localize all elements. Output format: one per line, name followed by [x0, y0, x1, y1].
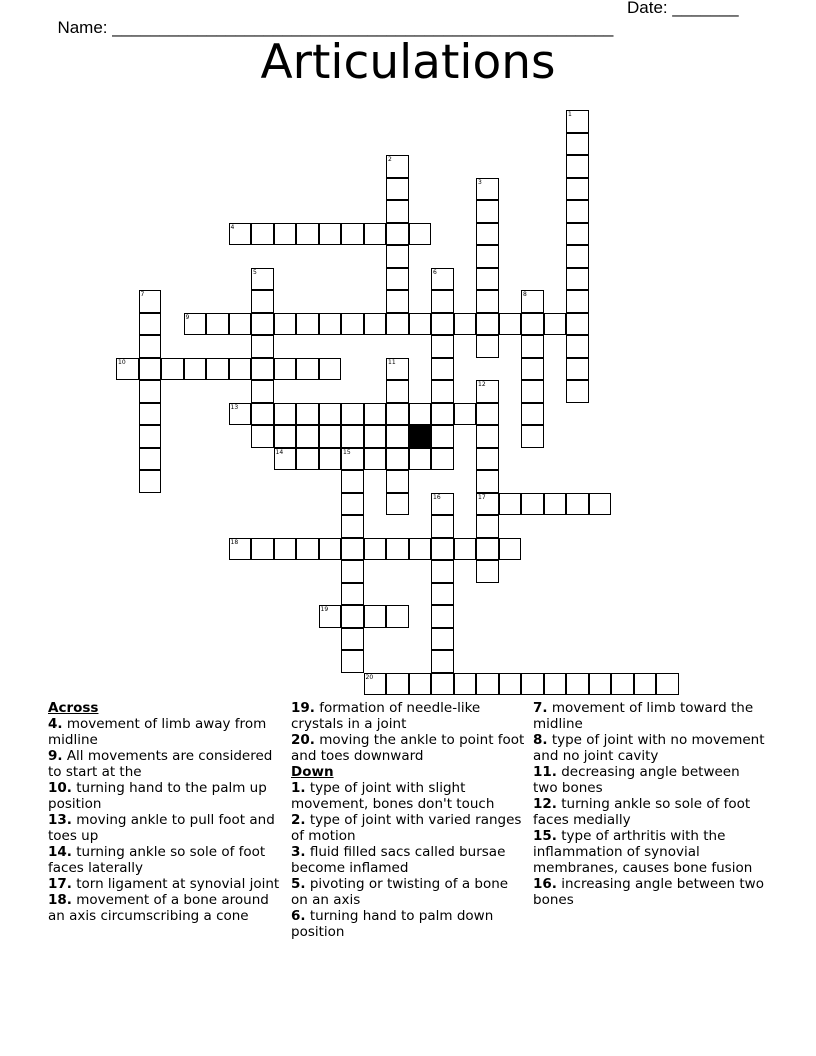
crossword-cell[interactable]: [274, 223, 297, 246]
cell-number: 2: [388, 156, 392, 163]
clue-text: fluid filled sacs called bursae become inflamed: [291, 844, 506, 876]
clue-item: [533, 828, 768, 876]
clue-text: All movements are considered to start at the: [48, 748, 273, 780]
crossword-cell[interactable]: [341, 605, 364, 628]
date-field[interactable]: Date: _______: [627, 0, 739, 17]
crossword-cell[interactable]: [431, 380, 454, 403]
clue-column-3: [533, 700, 768, 908]
clue-number: 3.: [291, 844, 306, 860]
crossword-cell[interactable]: [431, 448, 454, 471]
crossword-cell[interactable]: [386, 448, 409, 471]
crossword-cell[interactable]: [431, 650, 454, 673]
crossword-cell[interactable]: [431, 403, 454, 426]
crossword-cell[interactable]: [229, 223, 252, 246]
crossword-cell[interactable]: [431, 335, 454, 358]
crossword-cell[interactable]: [566, 313, 589, 336]
clue-item: [48, 780, 283, 812]
crossword-cell[interactable]: [656, 673, 679, 696]
crossword-cell[interactable]: [409, 673, 432, 696]
crossword-cell[interactable]: [251, 290, 274, 313]
crossword-cell[interactable]: [476, 448, 499, 471]
crossword-cell[interactable]: [139, 403, 162, 426]
crossword-cell[interactable]: [296, 313, 319, 336]
crossword-cell[interactable]: [296, 448, 319, 471]
crossword-cell[interactable]: [139, 290, 162, 313]
crossword-cell[interactable]: [251, 313, 274, 336]
crossword-cell[interactable]: [476, 313, 499, 336]
crossword-cell[interactable]: [454, 673, 477, 696]
clue-number: 14.: [48, 844, 72, 860]
crossword-cell[interactable]: [251, 223, 274, 246]
cell-number: 13: [230, 403, 239, 411]
crossword-cell[interactable]: [454, 538, 477, 561]
crossword-cell[interactable]: [251, 425, 274, 448]
crossword-cell[interactable]: [566, 358, 589, 381]
crossword-cell[interactable]: [521, 403, 544, 426]
crossword-cell[interactable]: [566, 335, 589, 358]
crossword-cell[interactable]: [251, 358, 274, 381]
crossword-cell[interactable]: [364, 673, 387, 696]
crossword-cell[interactable]: [499, 673, 522, 696]
crossword-cell[interactable]: [566, 268, 589, 291]
clue-text: type of arthritis with the inflammation of synovial membranes, causes bone fusion: [533, 828, 753, 876]
crossword-cell[interactable]: [229, 538, 252, 561]
crossword-cell[interactable]: [476, 515, 499, 538]
crossword-cell[interactable]: [476, 403, 499, 426]
crossword-cell[interactable]: [139, 470, 162, 493]
clue-text: type of joint with varied ranges of motion: [291, 812, 522, 844]
crossword-cell[interactable]: [341, 538, 364, 561]
cell-number: 17: [478, 493, 486, 501]
crossword-cell[interactable]: [566, 380, 589, 403]
crossword-cell[interactable]: [386, 403, 409, 426]
clue-text: type of joint with no movement and no joint cavity: [533, 732, 765, 764]
crossword-cell[interactable]: [431, 583, 454, 606]
crossword-cell[interactable]: [364, 403, 387, 426]
clue-number: 7.: [533, 700, 548, 716]
crossword-cell[interactable]: [184, 313, 207, 336]
crossword-cell[interactable]: [386, 223, 409, 246]
crossword-cell[interactable]: [476, 538, 499, 561]
clue-item: [291, 700, 526, 732]
clue-text: moving the ankle to point foot and toes downward: [291, 732, 525, 764]
clue-item: [291, 844, 526, 876]
clue-item: [291, 780, 526, 812]
crossword-cell[interactable]: [116, 358, 139, 381]
cell-number: 12: [478, 381, 486, 388]
crossword-cell[interactable]: [206, 313, 229, 336]
crossword-cell[interactable]: [341, 583, 364, 606]
clue-item: [533, 700, 768, 732]
clue-text: decreasing angle between two bones: [533, 764, 740, 796]
crossword-cell[interactable]: [566, 290, 589, 313]
clue-number: 15.: [533, 828, 557, 844]
crossword-cell[interactable]: [566, 110, 589, 133]
crossword-cell[interactable]: [431, 313, 454, 336]
crossword-cell[interactable]: [229, 358, 252, 381]
cell-number: 5: [253, 268, 257, 276]
clue-text: moving ankle to pull foot and toes up: [48, 812, 275, 844]
crossword-cell[interactable]: [521, 358, 544, 381]
crossword-cell[interactable]: [364, 448, 387, 471]
clue-number: 19.: [291, 700, 315, 716]
clue-text: pivoting or twisting of a bone on an axis: [291, 876, 509, 908]
crossword-cell[interactable]: [499, 538, 522, 561]
crossword-cell[interactable]: [251, 538, 274, 561]
crossword-cell[interactable]: [544, 493, 567, 516]
clue-number: 9.: [48, 748, 63, 764]
crossword-cell[interactable]: [251, 268, 274, 291]
crossword-cell[interactable]: [521, 380, 544, 403]
crossword-cell[interactable]: [341, 515, 364, 538]
clue-number: 20.: [291, 732, 315, 748]
clue-section-heading: Down: [291, 764, 334, 780]
crossword-cell[interactable]: [341, 313, 364, 336]
clue-number: 1.: [291, 780, 306, 796]
crossword-cell[interactable]: [296, 223, 319, 246]
crossword-cell[interactable]: [319, 448, 342, 471]
cell-number: 9: [185, 313, 190, 321]
cell-number: 6: [433, 268, 437, 276]
crossword-cell[interactable]: [319, 358, 342, 381]
crossword-cell[interactable]: [296, 403, 319, 426]
crossword-cell[interactable]: [364, 313, 387, 336]
crossword-cell[interactable]: [499, 313, 522, 336]
crossword-cell[interactable]: [431, 628, 454, 651]
crossword-cell[interactable]: [251, 403, 274, 426]
crossword-cell[interactable]: [409, 313, 432, 336]
clue-item: [291, 876, 526, 908]
crossword-cell[interactable]: [454, 403, 477, 426]
crossword-cell[interactable]: [386, 268, 409, 291]
cell-number: 1: [568, 111, 572, 118]
clue-text: increasing angle between two bones: [533, 876, 764, 908]
crossword-cell[interactable]: [566, 155, 589, 178]
clue-text: turning hand to the palm up position: [48, 780, 267, 812]
crossword-cell[interactable]: [386, 358, 409, 381]
clue-text: formation of needle-like crystals in a joint: [291, 700, 481, 732]
crossword-cell[interactable]: [566, 245, 589, 268]
crossword-cell[interactable]: [521, 425, 544, 448]
crossword-cell[interactable]: [431, 358, 454, 381]
name-field[interactable]: Name: _____________________________________________________: [57, 18, 614, 37]
clue-number: 8.: [533, 732, 548, 748]
clue-text: turning ankle so sole of foot faces medially: [533, 796, 751, 828]
clue-item: [48, 716, 283, 748]
clue-item: [533, 732, 768, 764]
crossword-cell[interactable]: [341, 493, 364, 516]
crossword-cell[interactable]: [319, 605, 342, 628]
crossword-cell[interactable]: [476, 335, 499, 358]
crossword-cell[interactable]: [319, 538, 342, 561]
cell-number: 15: [343, 448, 351, 456]
crossword-cell[interactable]: [386, 178, 409, 201]
crossword-cell[interactable]: [139, 313, 162, 336]
crossword-cell[interactable]: [431, 673, 454, 696]
crossword-cell[interactable]: [251, 380, 274, 403]
crossword-cell[interactable]: [544, 673, 567, 696]
crossword-cell[interactable]: [296, 425, 319, 448]
clue-item: [533, 876, 768, 908]
crossword-cell[interactable]: [296, 358, 319, 381]
clue-text: type of joint with slight movement, bones don't touch: [291, 780, 495, 812]
crossword-cell[interactable]: [431, 605, 454, 628]
cell-number: 3: [478, 178, 482, 186]
crossword-cell[interactable]: [341, 628, 364, 651]
clue-number: 16.: [533, 876, 557, 892]
clue-text: movement of limb toward the midline: [533, 700, 754, 732]
crossword-cell[interactable]: [454, 313, 477, 336]
crossword-cell[interactable]: [274, 538, 297, 561]
crossword-cell[interactable]: [566, 200, 589, 223]
crossword-cell[interactable]: [364, 425, 387, 448]
crossword-cell[interactable]: [274, 448, 297, 471]
crossword-cell[interactable]: [274, 403, 297, 426]
clue-number: 11.: [533, 764, 557, 780]
crossword-cell[interactable]: [499, 493, 522, 516]
crossword-cell[interactable]: [521, 290, 544, 313]
clue-text: torn ligament at synovial joint: [71, 876, 280, 892]
crossword-cell[interactable]: [184, 358, 207, 381]
clue-item: [48, 812, 283, 844]
crossword-cell[interactable]: [386, 200, 409, 223]
cell-number: 7: [140, 291, 145, 298]
crossword-cell[interactable]: [341, 560, 364, 583]
cell-number: 8: [523, 291, 527, 298]
clue-column-2: [291, 700, 526, 940]
clue-number: 4.: [48, 716, 63, 732]
crossword-cell[interactable]: [611, 673, 634, 696]
clue-item: [533, 764, 768, 796]
crossword-cell[interactable]: [161, 358, 184, 381]
crossword-cell[interactable]: [319, 425, 342, 448]
crossword-cell[interactable]: [386, 605, 409, 628]
crossword-cell[interactable]: [521, 493, 544, 516]
clue-number: 6.: [291, 908, 306, 924]
crossword-cell[interactable]: [386, 425, 409, 448]
crossword-cell[interactable]: [566, 673, 589, 696]
crossword-cell[interactable]: [566, 178, 589, 201]
crossword-cell[interactable]: [364, 605, 387, 628]
clue-item: [291, 908, 526, 940]
crossword-cell[interactable]: [431, 515, 454, 538]
crossword-cell[interactable]: [589, 673, 612, 696]
crossword-cell[interactable]: [431, 290, 454, 313]
crossword-cell[interactable]: [386, 313, 409, 336]
crossword-cell[interactable]: [476, 673, 499, 696]
crossword-cell[interactable]: [409, 403, 432, 426]
crossword-cell[interactable]: [386, 470, 409, 493]
crossword-cell[interactable]: [206, 358, 229, 381]
crossword-cell[interactable]: [139, 358, 162, 381]
cell-number: 10: [118, 358, 126, 366]
crossword-cell[interactable]: [634, 673, 657, 696]
cell-number: 18: [230, 538, 239, 546]
crossword-cell[interactable]: [566, 223, 589, 246]
clue-item: [48, 748, 283, 780]
crossword-cell[interactable]: [341, 223, 364, 246]
crossword-cell[interactable]: [341, 650, 364, 673]
clue-item: [533, 796, 768, 828]
clue-number: 10.: [48, 780, 72, 796]
crossword-cell[interactable]: [476, 223, 499, 246]
clue-number: 17.: [48, 876, 72, 892]
crossword-cell[interactable]: [296, 538, 319, 561]
crossword-cell[interactable]: [341, 425, 364, 448]
crossword-cell[interactable]: [521, 673, 544, 696]
clue-text: turning ankle so sole of foot faces laterally: [48, 844, 266, 876]
crossword-cell[interactable]: [341, 448, 364, 471]
crossword-cell[interactable]: [229, 403, 252, 426]
crossword-cell[interactable]: [544, 313, 567, 336]
crossword-cell[interactable]: [139, 335, 162, 358]
crossword-cell[interactable]: [431, 560, 454, 583]
crossword-cell[interactable]: [274, 425, 297, 448]
crossword-cell[interactable]: [476, 380, 499, 403]
cell-number: 20: [365, 673, 374, 681]
crossword-cell[interactable]: [386, 155, 409, 178]
clue-item: [291, 812, 526, 844]
crossword-cell[interactable]: [229, 313, 252, 336]
crossword-cell[interactable]: [431, 425, 454, 448]
crossword-cell[interactable]: [386, 245, 409, 268]
crossword-cell[interactable]: [476, 290, 499, 313]
crossword-cell[interactable]: [319, 313, 342, 336]
crossword-cell[interactable]: [139, 380, 162, 403]
clue-number: 18.: [48, 892, 72, 908]
crossword-cell[interactable]: [566, 493, 589, 516]
clue-number: 5.: [291, 876, 306, 892]
crossword-cell[interactable]: [521, 313, 544, 336]
clue-item: [48, 892, 283, 924]
crossword-cell[interactable]: [431, 493, 454, 516]
clue-number: 2.: [291, 812, 306, 828]
crossword-cell[interactable]: [364, 223, 387, 246]
crossword-cell[interactable]: [409, 448, 432, 471]
clue-number: 12.: [533, 796, 557, 812]
crossword-cell[interactable]: [476, 245, 499, 268]
clue-number: 13.: [48, 812, 72, 828]
clue-section-heading: Across: [48, 700, 99, 716]
crossword-cell[interactable]: [476, 560, 499, 583]
crossword-cell[interactable]: [319, 223, 342, 246]
crossword-cell[interactable]: [476, 425, 499, 448]
clue-item: [291, 732, 526, 764]
crossword-cell[interactable]: [386, 673, 409, 696]
cell-number: 19: [320, 606, 329, 613]
cell-number: 4: [230, 223, 235, 231]
crossword-cell[interactable]: [274, 358, 297, 381]
clue-column-1: [48, 700, 283, 924]
crossword-cell[interactable]: [139, 448, 162, 471]
crossword-cell[interactable]: [139, 425, 162, 448]
crossword-cell[interactable]: [409, 223, 432, 246]
clue-text: movement of limb away from midline: [48, 716, 267, 748]
crossword-cell[interactable]: [431, 538, 454, 561]
crossword-cell[interactable]: [386, 538, 409, 561]
clue-item: [48, 876, 283, 892]
page-title: Articulations: [260, 35, 556, 90]
crossword-cell[interactable]: [341, 403, 364, 426]
crossword-cell[interactable]: [476, 268, 499, 291]
crossword-cell[interactable]: [364, 538, 387, 561]
crossword-cell[interactable]: [319, 403, 342, 426]
clue-text: turning hand to palm down position: [291, 908, 494, 940]
crossword-cell[interactable]: [386, 380, 409, 403]
clue-text: movement of a bone around an axis circumscribing a cone: [48, 892, 269, 924]
crossword-cell[interactable]: [341, 470, 364, 493]
crossword-cell[interactable]: [409, 538, 432, 561]
cell-number: 16: [433, 493, 441, 501]
crossword-cell[interactable]: [476, 470, 499, 493]
cell-number: 14: [275, 448, 284, 456]
crossword-cell[interactable]: [274, 313, 297, 336]
crossword-cell[interactable]: [431, 268, 454, 291]
crossword-cell[interactable]: [476, 178, 499, 201]
crossword-cell[interactable]: [476, 493, 499, 516]
crossword-cell[interactable]: [386, 493, 409, 516]
crossword-cell[interactable]: [521, 335, 544, 358]
black-cell: [409, 425, 432, 448]
crossword-cell[interactable]: [476, 200, 499, 223]
crossword-cell[interactable]: [566, 133, 589, 156]
crossword-cell[interactable]: [589, 493, 612, 516]
crossword-cell[interactable]: [386, 290, 409, 313]
crossword-cell[interactable]: [251, 335, 274, 358]
clue-item: [48, 844, 283, 876]
cell-number: 11: [388, 358, 396, 366]
